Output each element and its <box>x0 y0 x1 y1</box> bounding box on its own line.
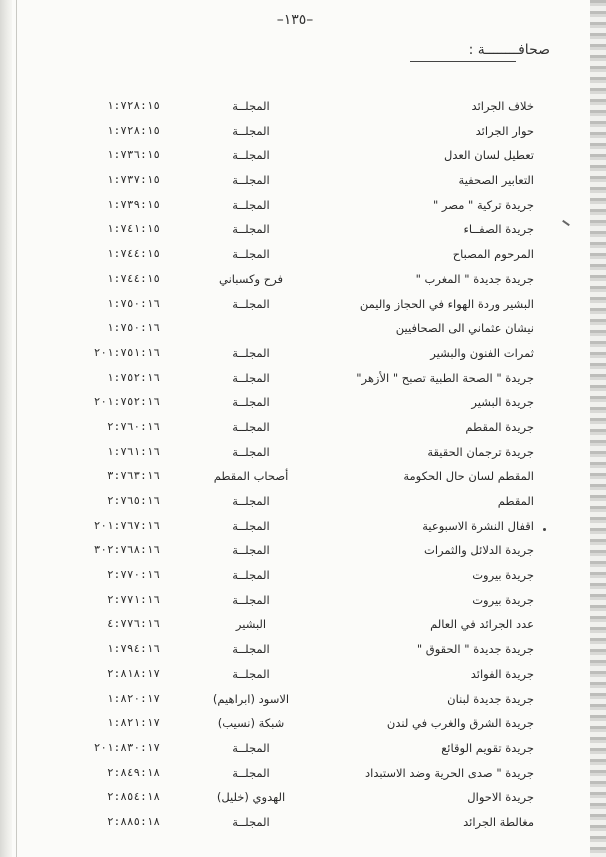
entry-reference: ٣:٧٦٣:١٦ <box>107 469 160 483</box>
entry-title: المرحوم المصباح <box>452 247 534 262</box>
entry-title: نيشان عثماني الى الصحافيين <box>395 321 534 336</box>
entry-source: المجلــة <box>232 543 270 558</box>
entry-reference: ٢:٧٦٠:١٦ <box>107 419 160 433</box>
index-row <box>0 790 606 815</box>
entry-title: جريدة تركية " مصر " <box>432 197 534 212</box>
entry-title: المقطم لسان حال الحكومة <box>403 469 534 484</box>
entry-source: المجلــة <box>232 222 270 237</box>
entry-source: المجلــة <box>232 444 270 459</box>
entry-title: ثمرات الفنون والبشير <box>430 345 534 360</box>
index-row <box>0 741 606 766</box>
entry-source: الهدوي (خليل) <box>216 790 286 805</box>
entry-title: جريدة بيروت <box>472 568 534 583</box>
entry-title: جريدة ترجمان الحقيقة <box>427 444 534 459</box>
index-row <box>0 297 606 322</box>
section-heading: صحافــــــــة : <box>468 42 550 58</box>
entry-reference: ١:٧٣٩:١٥ <box>107 197 160 211</box>
entry-source: المجلــة <box>232 518 270 533</box>
index-row <box>0 395 606 420</box>
entry-reference: ٢:٨١٨:١٧ <box>107 666 160 680</box>
entry-reference: ٤:٧٧٦:١٦ <box>107 617 160 631</box>
entry-title: جريدة تقويم الوقائع <box>441 740 534 755</box>
entry-title: حوار الجرائد <box>475 123 534 138</box>
entry-title: جريدة " الصحة الطبية تصبح " الأزهر" <box>356 370 534 385</box>
index-row <box>0 568 606 593</box>
index-row <box>0 445 606 470</box>
index-row <box>0 593 606 618</box>
entry-source: المجلــة <box>232 197 270 212</box>
entry-reference: ١:٧٦١:١٦ <box>107 444 160 458</box>
entry-reference: ٣٠٢:٧٦٨:١٦ <box>93 543 160 557</box>
entry-title: جريدة الدلائل والثمرات <box>424 543 534 558</box>
entry-title: جريدة الفوائد <box>470 666 534 681</box>
index-row <box>0 346 606 371</box>
entry-source: المجلــة <box>232 247 270 262</box>
entry-reference: ١:٨٢٠:١٧ <box>107 691 160 705</box>
index-row <box>0 519 606 544</box>
entry-title: عدد الجرائد في العالم <box>430 617 534 632</box>
entry-reference: ٢:٨٨٥:١٨ <box>107 814 160 828</box>
entry-title: مغالطة الجرائد <box>463 814 534 829</box>
index-row <box>0 148 606 173</box>
entry-reference: ٢:٧٦٥:١٦ <box>107 494 160 507</box>
entry-reference: ١:٧٤٤:١٥ <box>107 271 160 285</box>
index-row <box>0 420 606 445</box>
index-row <box>0 815 606 840</box>
entry-source: المجلــة <box>232 99 270 113</box>
entry-source: المجلــة <box>232 765 270 780</box>
entry-title: جريدة الشرق والغرب في لندن <box>386 716 534 731</box>
entry-source: فرح وكسباني <box>219 271 283 286</box>
entry-title: جريدة " صدى الحرية وضد الاستبداد <box>365 765 534 780</box>
entry-source: المجلــة <box>232 740 270 755</box>
entry-reference: ١:٧٣٦:١٥ <box>107 148 160 162</box>
entry-source: المجلــة <box>232 296 270 311</box>
entry-reference: ٢٠١:٧٥٢:١٦ <box>93 395 160 409</box>
entry-reference: ٢:٨٤٩:١٨ <box>107 765 160 779</box>
index-row <box>0 99 606 124</box>
index-row <box>0 617 606 642</box>
index-row <box>0 642 606 667</box>
entry-source: المجلــة <box>232 666 270 681</box>
entry-title: خلاف الجرائد <box>471 99 534 113</box>
entry-title: تعطيل لسان العدل <box>443 148 534 163</box>
index-row <box>0 469 606 494</box>
index-row <box>0 198 606 223</box>
entry-reference: ١:٧٣٧:١٥ <box>107 173 160 187</box>
entry-source: المجلــة <box>232 568 270 583</box>
entry-reference: ٢:٨٥٤:١٨ <box>107 790 160 804</box>
entry-source: المجلــة <box>232 345 270 360</box>
entry-title: جريدة جديدة لبنان <box>447 691 534 706</box>
entry-reference: ١:٧٢٨:١٥ <box>107 99 160 112</box>
index-row <box>0 247 606 272</box>
index-row <box>0 124 606 149</box>
entry-reference: ١:٧٢٨:١٥ <box>107 123 160 137</box>
entry-source: المجلــة <box>232 123 270 138</box>
index-row <box>0 494 606 519</box>
index-row <box>0 543 606 568</box>
index-list <box>0 99 606 840</box>
entry-title: جريدة البشير <box>471 395 534 410</box>
entry-reference: ١:٧٥٢:١٦ <box>107 370 160 384</box>
entry-reference: ١:٧٥٠:١٦ <box>107 321 160 335</box>
entry-reference: ١:٧٤٤:١٥ <box>107 247 160 261</box>
entry-reference: ١:٧٥٠:١٦ <box>107 296 160 310</box>
entry-source: المجلــة <box>232 642 270 657</box>
entry-title: جريدة الاحوال <box>467 790 534 805</box>
entry-title: جريدة جديدة " المغرب " <box>415 271 534 286</box>
entry-source: المجلــة <box>232 395 270 410</box>
heading-underline <box>410 61 516 62</box>
entry-title: التعابير الصحفية <box>458 173 534 188</box>
index-row <box>0 766 606 791</box>
entry-source: المجلــة <box>232 173 270 188</box>
entry-reference: ٢:٧٧١:١٦ <box>107 592 160 606</box>
index-row <box>0 173 606 198</box>
entry-source: أصحاب المقطم <box>213 469 289 484</box>
entry-source: المجلــة <box>232 148 270 163</box>
entry-source: المجلــة <box>232 419 270 434</box>
index-row <box>0 222 606 247</box>
entry-reference: ١:٧٩٤:١٦ <box>107 642 160 656</box>
index-row <box>0 371 606 396</box>
page-number: –١٣٥– <box>276 12 314 28</box>
index-row <box>0 321 606 346</box>
entry-title: المقطم <box>497 494 534 508</box>
entry-reference: ٢٠١:٨٣٠:١٧ <box>93 740 160 754</box>
index-row <box>0 716 606 741</box>
entry-title: جريدة بيروت <box>472 592 534 607</box>
entry-source: شبكة (نسيب) <box>217 716 285 731</box>
entry-title: جريدة الصفــاء <box>463 222 534 237</box>
index-row <box>0 667 606 692</box>
entry-title: اقفال النشرة الاسبوعية <box>422 518 534 533</box>
entry-source: المجلــة <box>232 592 270 607</box>
entry-reference: ١:٧٤١:١٥ <box>107 222 160 236</box>
entry-source: المجلــة <box>232 494 270 508</box>
entry-reference: ١:٨٢١:١٧ <box>107 716 160 730</box>
entry-title: جريدة المقطم <box>465 419 534 434</box>
entry-source: المجلــة <box>232 370 270 385</box>
entry-title: البشير وردة الهواء في الحجاز واليمن <box>359 296 534 311</box>
entry-title: جريدة جديدة " الحقوق " <box>416 642 534 657</box>
entry-source: البشير <box>235 617 267 632</box>
entry-source: الاسود (ابراهيم) <box>212 691 290 706</box>
entry-reference: ٢٠١:٧٥١:١٦ <box>93 345 160 359</box>
entry-source: المجلــة <box>232 814 270 829</box>
index-row <box>0 272 606 297</box>
entry-reference: ٢:٧٧٠:١٦ <box>107 568 160 582</box>
index-row <box>0 692 606 717</box>
entry-reference: ٢٠١:٧٦٧:١٦ <box>93 518 160 532</box>
